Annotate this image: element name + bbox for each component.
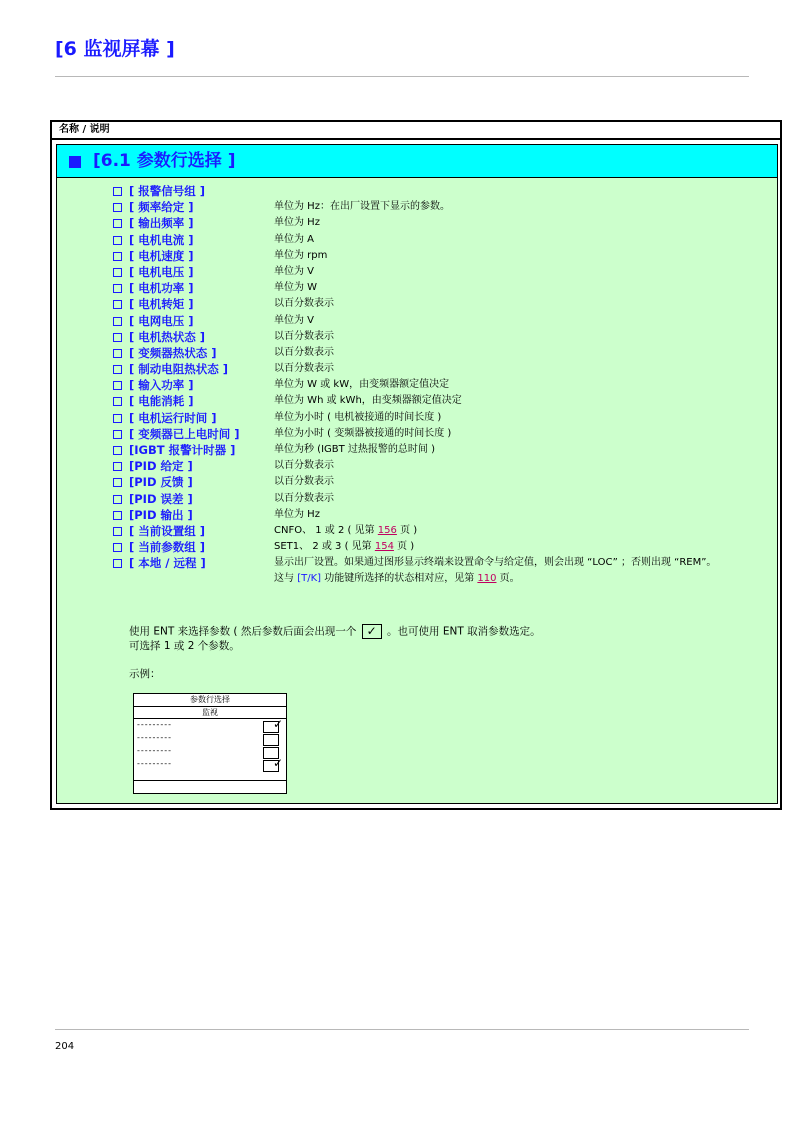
param-name: [ 制动电阻热状态 ] bbox=[129, 362, 229, 377]
column-header: 名称 / 说明 bbox=[52, 122, 780, 140]
checkbox-icon[interactable] bbox=[113, 414, 122, 423]
example-label: 示例： bbox=[129, 668, 161, 680]
checkbox-icon[interactable] bbox=[113, 236, 122, 245]
desc-text: CNFO、 1 或 2 ( 见第 bbox=[274, 524, 378, 536]
checkbox-icon[interactable] bbox=[113, 284, 122, 293]
parameter-table bbox=[50, 120, 782, 810]
param-name: [ 电网电压 ] bbox=[129, 313, 194, 328]
param-name: [ 频率给定 ] bbox=[129, 200, 194, 215]
param-desc: 单位为小时 ( 电机被接通的时间长度 ) bbox=[274, 411, 442, 423]
example-row: --------- bbox=[137, 746, 172, 755]
instruction-part: 使用 ENT 来选择参数 ( 然后参数后面会出现一个 bbox=[129, 625, 357, 638]
checkbox-icon[interactable] bbox=[113, 527, 122, 536]
param-name: [PID 输出 ] bbox=[129, 507, 193, 522]
example-row: --------- bbox=[137, 759, 172, 768]
param-desc: 单位为 W 或 kW，由变频器额定值决定 bbox=[274, 379, 450, 391]
instruction-text bbox=[129, 624, 541, 640]
param-desc: 单位为 A bbox=[274, 233, 315, 245]
footer-divider bbox=[55, 1029, 749, 1030]
instruction-text-2: 可选择 1 或 2 个参数。 bbox=[129, 640, 240, 652]
checkbox-icon[interactable] bbox=[113, 317, 122, 326]
section-square-icon bbox=[69, 156, 81, 168]
param-desc bbox=[274, 523, 417, 539]
checkbox-icon[interactable] bbox=[113, 268, 122, 277]
checkbox-icon[interactable] bbox=[113, 511, 122, 520]
example-footer-divider bbox=[134, 780, 286, 781]
param-desc: 单位为 V bbox=[274, 265, 315, 277]
param-name: [ 变频器已上电时间 ] bbox=[129, 426, 240, 441]
checkbox-icon[interactable] bbox=[113, 187, 122, 196]
section-header bbox=[57, 145, 777, 178]
param-desc: 单位为 W bbox=[274, 282, 318, 294]
checkbox-icon[interactable] bbox=[113, 430, 122, 439]
param-desc: 以百分数表示 bbox=[274, 298, 334, 310]
checkbox-icon[interactable] bbox=[113, 349, 122, 358]
example-checkbox bbox=[263, 734, 279, 746]
checkbox-icon[interactable] bbox=[113, 333, 122, 342]
param-desc: 单位为 Hz bbox=[274, 217, 320, 229]
param-name: [ 电机运行时间 ] bbox=[129, 410, 217, 425]
param-name: [ 变频器热状态 ] bbox=[129, 345, 217, 360]
function-key-label: [T/K] bbox=[297, 573, 322, 585]
param-desc: 以百分数表示 bbox=[274, 492, 334, 504]
page-link[interactable]: 154 bbox=[374, 541, 394, 553]
param-name: [ 当前设置组 ] bbox=[129, 523, 206, 538]
param-desc: 单位为小时 ( 变频器被接通的时间长度 ) bbox=[274, 427, 452, 439]
param-name: [ 电机速度 ] bbox=[129, 248, 194, 263]
example-screen-title: 参数行选择 bbox=[134, 694, 286, 707]
example-row: --------- bbox=[137, 720, 172, 729]
example-screen-subtitle: 监视 bbox=[134, 707, 286, 719]
checkbox-icon[interactable] bbox=[113, 381, 122, 390]
param-desc: 单位为 Wh 或 kWh，由变频器额定值决定 bbox=[274, 395, 462, 407]
check-icon: ✓ bbox=[273, 756, 284, 770]
check-box-icon: ✓ bbox=[362, 624, 382, 639]
desc-text: SET1、 2 或 3 ( 见第 bbox=[274, 541, 375, 553]
param-name: [PID 给定 ] bbox=[129, 459, 193, 474]
param-desc: 以百分数表示 bbox=[274, 476, 334, 488]
checkbox-icon[interactable] bbox=[113, 446, 122, 455]
param-desc-continued bbox=[274, 571, 520, 587]
param-desc: 单位为 rpm bbox=[274, 249, 328, 261]
checkbox-icon[interactable] bbox=[113, 219, 122, 228]
param-name: [ 输出频率 ] bbox=[129, 216, 194, 231]
section-title: [6.1 参数行选择 ] bbox=[93, 151, 236, 171]
page-title: [6 监视屏幕 ] bbox=[55, 38, 175, 60]
param-name: [IGBT 报警计时器 ] bbox=[129, 443, 236, 457]
checkbox-icon[interactable] bbox=[113, 543, 122, 552]
page-link[interactable]: 156 bbox=[377, 524, 397, 536]
param-name: [ 电机热状态 ] bbox=[129, 329, 206, 344]
param-name: [PID 反馈 ] bbox=[129, 475, 193, 490]
param-desc bbox=[274, 539, 414, 555]
page-link[interactable]: 110 bbox=[477, 573, 497, 585]
checkbox-icon[interactable] bbox=[113, 365, 122, 374]
checkbox-icon[interactable] bbox=[113, 252, 122, 261]
param-name: [ 电机电流 ] bbox=[129, 232, 194, 247]
example-screen bbox=[133, 693, 287, 794]
checkbox-icon[interactable] bbox=[113, 397, 122, 406]
param-name: [ 输入功率 ] bbox=[129, 378, 194, 393]
param-desc: 单位为秒 (IGBT 过热报警的总时间 ) bbox=[274, 444, 436, 455]
param-name: [ 报警信号组 ] bbox=[129, 184, 206, 198]
param-name: [ 电机转矩 ] bbox=[129, 297, 194, 312]
desc-text: 这与 bbox=[274, 573, 298, 585]
checkbox-icon[interactable] bbox=[113, 462, 122, 471]
desc-text: 页。 bbox=[496, 573, 520, 585]
checkbox-icon[interactable] bbox=[113, 559, 122, 568]
param-name: [ 当前参数组 ] bbox=[129, 540, 206, 555]
example-row: --------- bbox=[137, 733, 172, 742]
param-desc: 单位为 Hz：在出厂设置下显示的参数。 bbox=[274, 201, 450, 213]
param-name: [ 本地 / 远程 ] bbox=[129, 556, 206, 571]
header-divider bbox=[55, 76, 749, 77]
param-name: [ 电机电压 ] bbox=[129, 264, 194, 279]
param-name: [ 电机功率 ] bbox=[129, 281, 194, 296]
desc-text: 页 ) bbox=[396, 524, 418, 536]
param-name: [ 电能消耗 ] bbox=[129, 394, 194, 409]
param-name: [PID 误差 ] bbox=[129, 491, 193, 506]
param-desc: 以百分数表示 bbox=[274, 460, 334, 472]
desc-text: 页 ) bbox=[393, 541, 415, 553]
param-desc: 单位为 V bbox=[274, 314, 315, 326]
param-desc: 以百分数表示 bbox=[274, 363, 334, 375]
param-desc: 单位为 Hz bbox=[274, 508, 320, 520]
checkbox-icon[interactable] bbox=[113, 300, 122, 309]
param-desc: 以百分数表示 bbox=[274, 330, 334, 342]
check-icon: ✓ bbox=[273, 717, 284, 731]
page-number: 204 bbox=[55, 1041, 75, 1052]
desc-text: 功能键所选择的状态相对应，见第 bbox=[321, 573, 478, 585]
section-panel bbox=[56, 144, 778, 804]
param-desc: 显示出厂设置。如果通过图形显示终端来设置命令与给定值，则会出现 “LOC” ；否则出现 “REM”。 bbox=[274, 557, 717, 569]
checkbox-icon[interactable] bbox=[113, 203, 122, 212]
checkbox-icon[interactable] bbox=[113, 478, 122, 487]
checkbox-icon[interactable] bbox=[113, 495, 122, 504]
instruction-part: 。也可使用 ENT 取消参数选定。 bbox=[387, 625, 541, 638]
param-desc: 以百分数表示 bbox=[274, 346, 334, 358]
